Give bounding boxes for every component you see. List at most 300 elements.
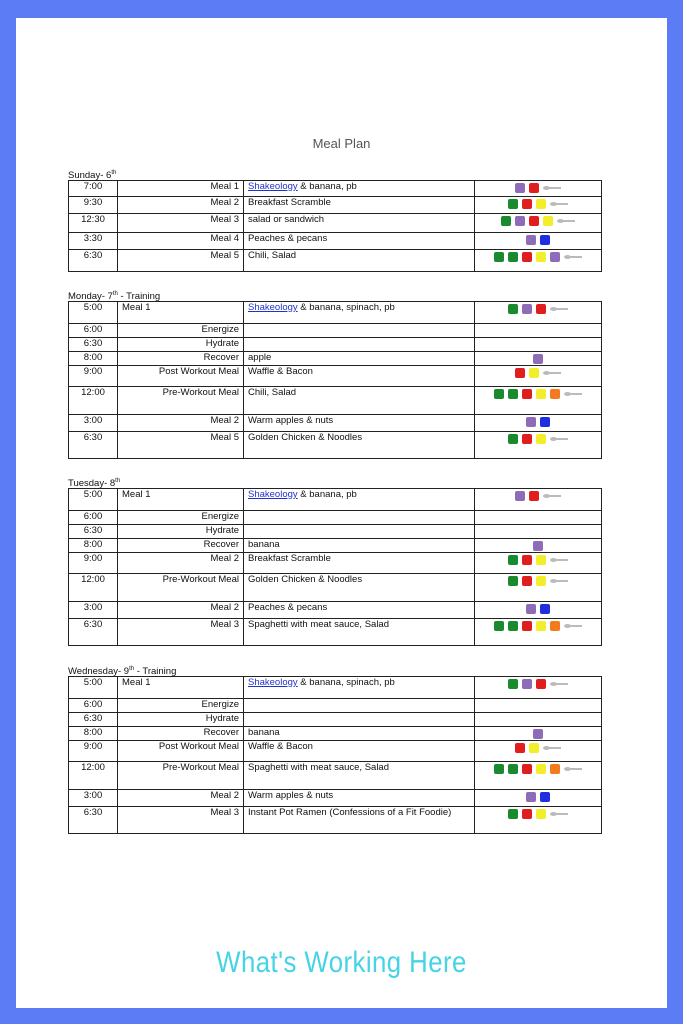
purple-container-icon xyxy=(515,216,525,226)
teaspoon-icon xyxy=(550,682,568,686)
meal-time: 8:00 xyxy=(69,539,118,553)
container-chips xyxy=(479,352,597,364)
teaspoon-icon xyxy=(543,186,561,190)
table-row xyxy=(69,197,602,214)
container-cell xyxy=(475,553,602,574)
day-heading xyxy=(68,287,601,301)
table-row xyxy=(69,302,602,324)
meal-label: Meal 1 xyxy=(118,677,244,699)
shakeology-link[interactable]: Shakeology xyxy=(248,302,298,313)
day-ordinal-suffix: th xyxy=(112,291,118,297)
table-row xyxy=(69,415,602,432)
blue-container-icon xyxy=(540,417,550,427)
meal-time: 6:30 xyxy=(69,525,118,539)
container-chips xyxy=(479,489,597,501)
day-name: Sunday- 6 xyxy=(68,170,112,182)
container-cell xyxy=(475,233,602,250)
red-container-icon xyxy=(522,199,532,209)
food-text: Waffle & Bacon xyxy=(248,366,313,377)
green-container-icon xyxy=(508,809,518,819)
meal-label: Energize xyxy=(118,699,244,713)
container-chips xyxy=(479,574,597,586)
meal-food xyxy=(244,790,475,807)
table-row xyxy=(69,619,602,646)
container-chips xyxy=(479,233,597,245)
day-heading xyxy=(68,474,601,488)
blue-container-icon xyxy=(540,235,550,245)
green-container-icon xyxy=(508,434,518,444)
meal-label: Energize xyxy=(118,324,244,338)
container-chips xyxy=(479,525,597,527)
table-row xyxy=(69,741,602,762)
red-container-icon xyxy=(522,621,532,631)
orange-container-icon xyxy=(550,621,560,631)
meal-label: Meal 2 xyxy=(118,602,244,619)
container-cell xyxy=(475,489,602,511)
purple-container-icon xyxy=(533,541,543,551)
yellow-container-icon xyxy=(543,216,553,226)
red-container-icon xyxy=(529,216,539,226)
food-text: Waffle & Bacon xyxy=(248,741,313,752)
meal-time: 12:30 xyxy=(69,214,118,233)
meal-time: 6:30 xyxy=(69,250,118,272)
table-row xyxy=(69,807,602,834)
meal-time: 3:00 xyxy=(69,602,118,619)
meal-label: Meal 1 xyxy=(118,302,244,324)
day-name: Wednesday- 9 xyxy=(68,666,130,678)
meal-label: Hydrate xyxy=(118,338,244,352)
container-cell xyxy=(475,699,602,713)
purple-container-icon xyxy=(526,792,536,802)
table-row xyxy=(69,713,602,727)
container-cell xyxy=(475,387,602,415)
container-chips xyxy=(479,432,597,444)
red-container-icon xyxy=(522,555,532,565)
food-text: Breakfast Scramble xyxy=(248,197,331,208)
table-row xyxy=(69,387,602,415)
food-text: Spaghetti with meat sauce, Salad xyxy=(248,619,390,630)
meal-label: Meal 2 xyxy=(118,553,244,574)
yellow-container-icon xyxy=(536,252,546,262)
container-chips xyxy=(479,602,597,614)
container-chips xyxy=(479,324,597,326)
container-cell xyxy=(475,250,602,272)
container-cell xyxy=(475,324,602,338)
red-container-icon xyxy=(522,252,532,262)
day-training-note: - Training xyxy=(134,666,177,678)
food-text: & banana, pb xyxy=(297,489,357,500)
meal-time: 9:00 xyxy=(69,366,118,387)
meal-food xyxy=(244,699,475,713)
container-chips xyxy=(479,250,597,262)
red-container-icon xyxy=(522,764,532,774)
table-row xyxy=(69,539,602,553)
meal-label: Meal 2 xyxy=(118,415,244,432)
meal-table xyxy=(68,676,602,834)
container-chips xyxy=(479,338,597,340)
meal-time: 6:00 xyxy=(69,324,118,338)
container-chips xyxy=(479,539,597,551)
food-text: Peaches & pecans xyxy=(248,233,328,244)
meal-food xyxy=(244,741,475,762)
container-cell xyxy=(475,602,602,619)
container-chips xyxy=(479,511,597,513)
meal-label: Meal 5 xyxy=(118,432,244,459)
meal-food xyxy=(244,713,475,727)
orange-container-icon xyxy=(550,389,560,399)
food-text: apple xyxy=(248,352,272,363)
meal-label: Post Workout Meal xyxy=(118,741,244,762)
red-container-icon xyxy=(536,304,546,314)
meal-food xyxy=(244,387,475,415)
purple-container-icon xyxy=(515,491,525,501)
meal-time: 6:30 xyxy=(69,432,118,459)
meal-label: Recover xyxy=(118,352,244,366)
table-row xyxy=(69,574,602,602)
meal-food xyxy=(244,432,475,459)
blue-container-icon xyxy=(540,604,550,614)
container-chips xyxy=(479,366,597,378)
table-row xyxy=(69,762,602,790)
table-row xyxy=(69,553,602,574)
shakeology-link[interactable]: Shakeology xyxy=(248,677,298,688)
table-row xyxy=(69,525,602,539)
table-row xyxy=(69,214,602,233)
container-cell xyxy=(475,432,602,459)
container-cell xyxy=(475,790,602,807)
meal-label: Meal 4 xyxy=(118,233,244,250)
day-name: Monday- 7 xyxy=(68,291,113,303)
meal-food xyxy=(244,511,475,525)
meal-label: Hydrate xyxy=(118,713,244,727)
container-chips xyxy=(479,619,597,631)
meal-food xyxy=(244,338,475,352)
meal-time: 3:00 xyxy=(69,415,118,432)
container-cell xyxy=(475,727,602,741)
food-text: salad or sandwich xyxy=(248,214,325,225)
purple-container-icon xyxy=(522,679,532,689)
green-container-icon xyxy=(494,252,504,262)
container-chips xyxy=(479,790,597,802)
green-container-icon xyxy=(494,621,504,631)
teaspoon-icon xyxy=(550,202,568,206)
green-container-icon xyxy=(508,304,518,314)
table-row xyxy=(69,699,602,713)
meal-time: 6:00 xyxy=(69,511,118,525)
meal-food xyxy=(244,324,475,338)
red-container-icon xyxy=(522,389,532,399)
day-section-sunday xyxy=(68,166,601,272)
table-row xyxy=(69,727,602,741)
teaspoon-icon xyxy=(564,255,582,259)
day-ordinal-suffix: th xyxy=(111,170,117,176)
teaspoon-icon xyxy=(550,558,568,562)
yellow-container-icon xyxy=(536,576,546,586)
food-text: & banana, spinach, pb xyxy=(297,677,395,688)
food-text: Spaghetti with meat sauce, Salad xyxy=(248,762,390,773)
meal-label: Recover xyxy=(118,539,244,553)
container-cell xyxy=(475,762,602,790)
teaspoon-icon xyxy=(543,371,561,375)
container-cell xyxy=(475,197,602,214)
meal-label: Meal 3 xyxy=(118,807,244,834)
meal-food xyxy=(244,233,475,250)
container-cell xyxy=(475,741,602,762)
meal-food xyxy=(244,415,475,432)
teaspoon-icon xyxy=(564,767,582,771)
yellow-container-icon xyxy=(536,555,546,565)
meal-food xyxy=(244,574,475,602)
red-container-icon xyxy=(529,491,539,501)
container-cell xyxy=(475,713,602,727)
meal-label: Recover xyxy=(118,727,244,741)
food-text: Golden Chicken & Noodles xyxy=(248,574,363,585)
purple-container-icon xyxy=(522,304,532,314)
yellow-container-icon xyxy=(536,764,546,774)
teaspoon-icon xyxy=(550,579,568,583)
green-container-icon xyxy=(494,764,504,774)
meal-label: Energize xyxy=(118,511,244,525)
container-cell xyxy=(475,511,602,525)
purple-container-icon xyxy=(550,252,560,262)
meal-label: Meal 1 xyxy=(118,489,244,511)
food-text: Chili, Salad xyxy=(248,250,297,261)
meal-label: Meal 2 xyxy=(118,197,244,214)
blue-container-icon xyxy=(540,792,550,802)
meal-label: Hydrate xyxy=(118,525,244,539)
meal-food xyxy=(244,677,475,699)
teaspoon-icon xyxy=(550,812,568,816)
yellow-container-icon xyxy=(536,809,546,819)
day-section-tuesday xyxy=(68,474,601,646)
meal-food xyxy=(244,489,475,511)
purple-container-icon xyxy=(515,183,525,193)
container-chips xyxy=(479,699,597,701)
meal-label: Pre-Workout Meal xyxy=(118,574,244,602)
red-container-icon xyxy=(522,809,532,819)
table-row xyxy=(69,511,602,525)
container-cell xyxy=(475,352,602,366)
yellow-container-icon xyxy=(529,743,539,753)
container-cell xyxy=(475,677,602,699)
meal-time: 9:30 xyxy=(69,197,118,214)
meal-time: 6:30 xyxy=(69,713,118,727)
container-cell xyxy=(475,181,602,197)
table-row xyxy=(69,602,602,619)
table-row xyxy=(69,181,602,197)
meal-table xyxy=(68,488,602,646)
table-row xyxy=(69,790,602,807)
purple-container-icon xyxy=(526,235,536,245)
table-row xyxy=(69,338,602,352)
meal-label: Post Workout Meal xyxy=(118,366,244,387)
table-row xyxy=(69,352,602,366)
meal-time: 8:00 xyxy=(69,727,118,741)
meal-label: Pre-Workout Meal xyxy=(118,387,244,415)
container-cell xyxy=(475,539,602,553)
table-row xyxy=(69,489,602,511)
meal-time: 12:00 xyxy=(69,574,118,602)
meal-time: 6:30 xyxy=(69,807,118,834)
teaspoon-icon xyxy=(550,307,568,311)
meal-food xyxy=(244,181,475,197)
container-cell xyxy=(475,338,602,352)
meal-time: 3:30 xyxy=(69,233,118,250)
day-ordinal-suffix: th xyxy=(115,478,121,484)
meal-label: Meal 3 xyxy=(118,619,244,646)
container-chips xyxy=(479,181,597,193)
meal-time: 8:00 xyxy=(69,352,118,366)
table-row xyxy=(69,324,602,338)
meal-food xyxy=(244,366,475,387)
day-training-note: - Training xyxy=(117,291,161,303)
green-container-icon xyxy=(501,216,511,226)
meal-table xyxy=(68,180,602,272)
food-text: Golden Chicken & Noodles xyxy=(248,432,363,443)
red-container-icon xyxy=(522,434,532,444)
meal-food xyxy=(244,553,475,574)
meal-food xyxy=(244,727,475,741)
food-text: & banana, spinach, pb xyxy=(297,302,395,313)
meal-time: 6:30 xyxy=(69,619,118,646)
container-chips xyxy=(479,713,597,715)
meal-food xyxy=(244,302,475,324)
teaspoon-icon xyxy=(550,437,568,441)
container-chips xyxy=(479,807,597,819)
meal-food xyxy=(244,352,475,366)
meal-time: 9:00 xyxy=(69,741,118,762)
table-row xyxy=(69,432,602,459)
food-text: banana xyxy=(248,539,280,550)
purple-container-icon xyxy=(526,417,536,427)
red-container-icon xyxy=(536,679,546,689)
food-text: Chili, Salad xyxy=(248,387,297,398)
yellow-container-icon xyxy=(536,199,546,209)
table-row xyxy=(69,677,602,699)
shakeology-link[interactable]: Shakeology xyxy=(248,181,298,192)
food-text: Warm apples & nuts xyxy=(248,415,334,426)
meal-label: Meal 5 xyxy=(118,250,244,272)
table-row xyxy=(69,233,602,250)
container-chips xyxy=(479,387,597,399)
meal-time: 12:00 xyxy=(69,762,118,790)
meal-food xyxy=(244,539,475,553)
container-cell xyxy=(475,619,602,646)
meal-label: Meal 3 xyxy=(118,214,244,233)
container-cell xyxy=(475,807,602,834)
food-text: Warm apples & nuts xyxy=(248,790,334,801)
container-cell xyxy=(475,574,602,602)
green-container-icon xyxy=(508,621,518,631)
meal-table xyxy=(68,301,602,459)
day-section-monday xyxy=(68,287,601,459)
meal-time: 5:00 xyxy=(69,677,118,699)
green-container-icon xyxy=(508,389,518,399)
purple-container-icon xyxy=(533,729,543,739)
purple-container-icon xyxy=(533,354,543,364)
meal-food xyxy=(244,602,475,619)
container-cell xyxy=(475,302,602,324)
meal-food xyxy=(244,197,475,214)
day-name: Tuesday- 8 xyxy=(68,478,116,490)
green-container-icon xyxy=(508,252,518,262)
meal-food xyxy=(244,619,475,646)
meal-time: 5:00 xyxy=(69,302,118,324)
meal-time: 9:00 xyxy=(69,553,118,574)
container-chips xyxy=(479,415,597,427)
meal-time: 6:00 xyxy=(69,699,118,713)
container-chips xyxy=(479,302,597,314)
food-text: Peaches & pecans xyxy=(248,602,328,613)
meal-time: 6:30 xyxy=(69,338,118,352)
teaspoon-icon xyxy=(564,392,582,396)
yellow-container-icon xyxy=(536,621,546,631)
day-heading xyxy=(68,662,601,676)
meal-time: 7:00 xyxy=(69,181,118,197)
food-text: Instant Pot Ramen (Confessions of a Fit Foodie) xyxy=(248,807,452,818)
yellow-container-icon xyxy=(529,368,539,378)
day-ordinal-suffix: th xyxy=(129,666,135,672)
teaspoon-icon xyxy=(543,494,561,498)
green-container-icon xyxy=(508,555,518,565)
day-heading xyxy=(68,166,601,180)
container-chips xyxy=(479,741,597,753)
container-chips xyxy=(479,727,597,739)
green-container-icon xyxy=(494,389,504,399)
teaspoon-icon xyxy=(543,746,561,750)
food-text: banana xyxy=(248,727,280,738)
container-cell xyxy=(475,415,602,432)
container-chips xyxy=(479,677,597,689)
meal-food xyxy=(244,807,475,834)
meal-food xyxy=(244,762,475,790)
container-cell xyxy=(475,525,602,539)
green-container-icon xyxy=(508,679,518,689)
red-container-icon xyxy=(515,368,525,378)
container-chips xyxy=(479,197,597,209)
table-row xyxy=(69,366,602,387)
container-cell xyxy=(475,366,602,387)
teaspoon-icon xyxy=(564,624,582,628)
meal-food xyxy=(244,250,475,272)
container-chips xyxy=(479,553,597,565)
meal-time: 12:00 xyxy=(69,387,118,415)
shakeology-link[interactable]: Shakeology xyxy=(248,489,298,500)
purple-container-icon xyxy=(526,604,536,614)
food-text: & banana, pb xyxy=(297,181,357,192)
day-section-wednesday xyxy=(68,662,601,834)
yellow-container-icon xyxy=(536,389,546,399)
red-container-icon xyxy=(515,743,525,753)
red-container-icon xyxy=(529,183,539,193)
meal-time: 5:00 xyxy=(69,489,118,511)
meal-food xyxy=(244,525,475,539)
container-cell xyxy=(475,214,602,233)
meal-label: Meal 2 xyxy=(118,790,244,807)
green-container-icon xyxy=(508,764,518,774)
red-container-icon xyxy=(522,576,532,586)
container-chips xyxy=(479,762,597,774)
container-chips xyxy=(479,214,597,226)
orange-container-icon xyxy=(550,764,560,774)
meal-time: 3:00 xyxy=(69,790,118,807)
page-title: Meal Plan xyxy=(312,136,371,151)
brand-footer: What's Working Here xyxy=(216,946,467,979)
green-container-icon xyxy=(508,199,518,209)
food-text: Breakfast Scramble xyxy=(248,553,331,564)
green-container-icon xyxy=(508,576,518,586)
table-row xyxy=(69,250,602,272)
